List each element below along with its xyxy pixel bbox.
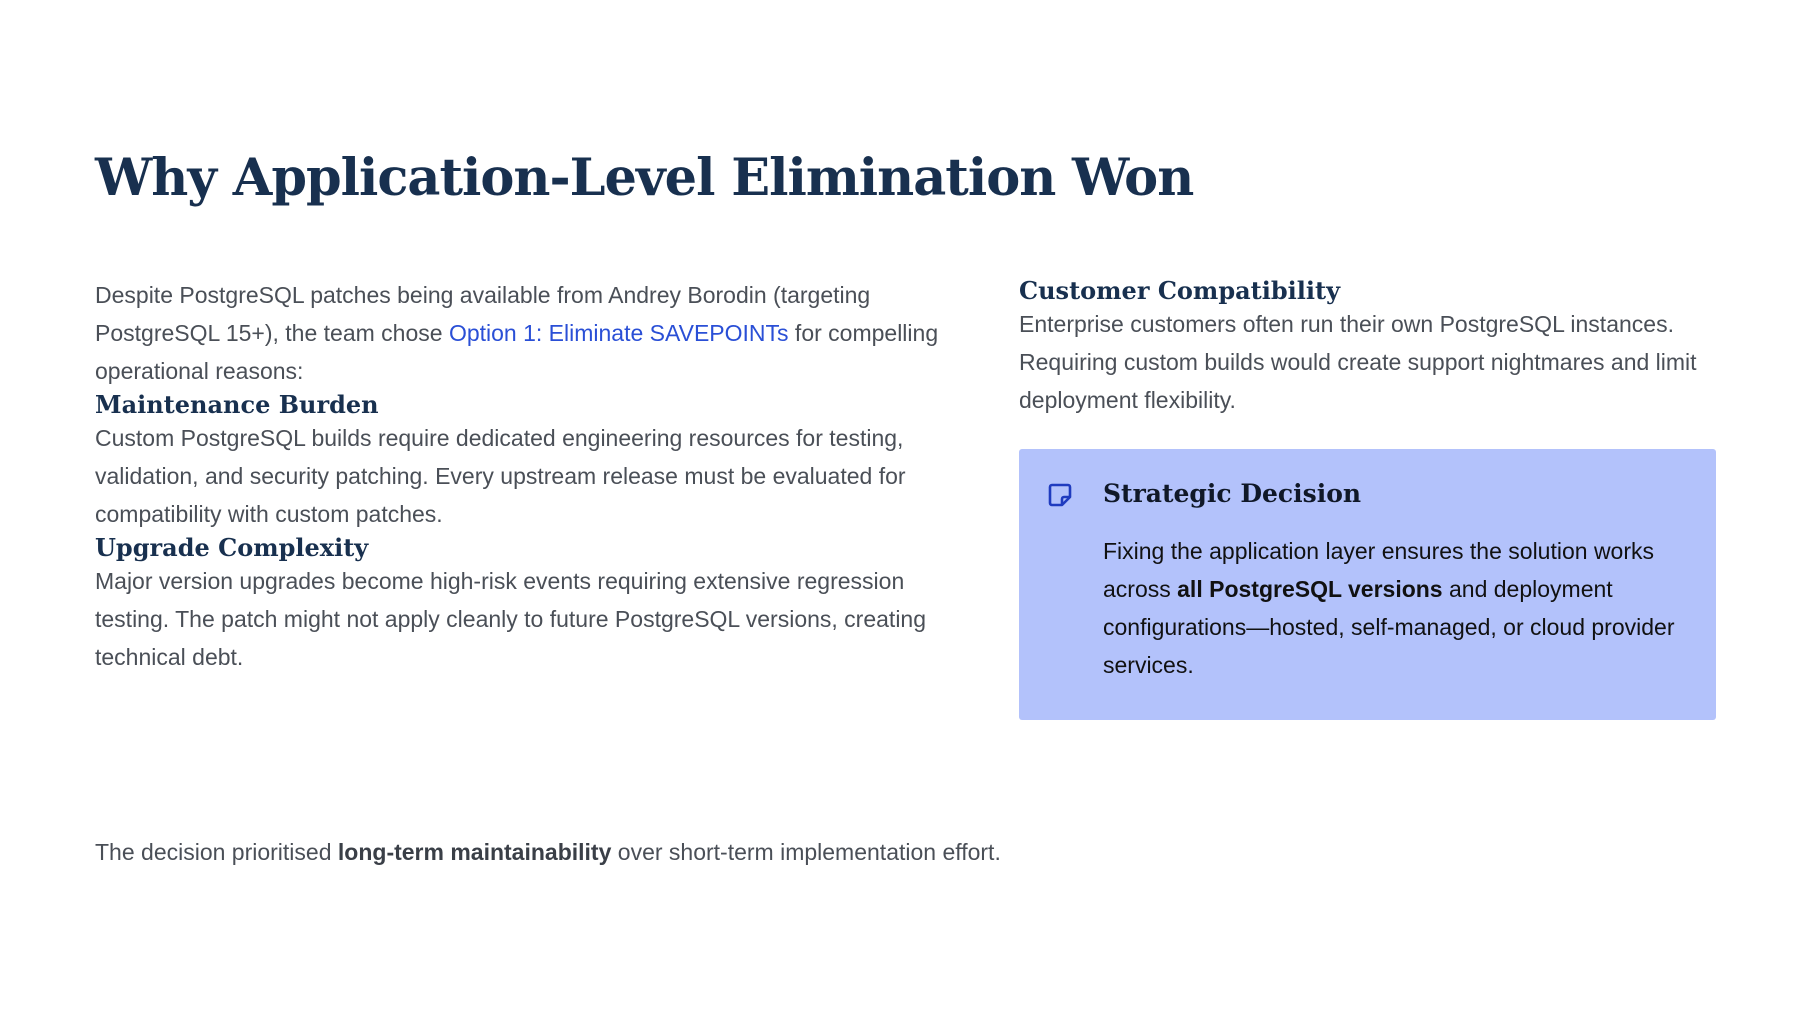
- left-column: [95, 276, 965, 676]
- intro-text-before: Despite PostgreSQL patches being available from Andrey Borodin (targeting PostgreSQL 15+), the team chose: [95, 282, 871, 346]
- customer-compatibility-body: Enterprise customers often run their own PostgreSQL instances. Requiring custom builds would create support nightmares and limit deployment flexibility.: [1019, 311, 1697, 413]
- callout-text: [1103, 532, 1692, 684]
- footer-text-after: over short-term implementation effort.: [611, 839, 1001, 865]
- footer-summary: [95, 833, 1001, 871]
- callout-text-after: and deployment configurations—hosted, self-managed, or cloud provider services.: [1103, 576, 1675, 678]
- callout-text-before: Fixing the application layer ensures the solution works across: [1103, 538, 1655, 602]
- maintenance-burden-body: Custom PostgreSQL builds require dedicated engineering resources for testing, validation, and security patching. Every upstream release must be evaluated for compatibility with custom patches.: [95, 425, 906, 527]
- note-icon: [1047, 482, 1073, 508]
- page-title: Why Application-Level Elimination Won: [95, 148, 1194, 208]
- intro-paragraph: [95, 276, 965, 390]
- intro-text-after: for compelling operational reasons:: [95, 320, 939, 384]
- right-column: [1019, 276, 1716, 720]
- upgrade-complexity-body: Major version upgrades become high-risk events requiring extensive regression testing. The patch might not apply cleanly to future PostgreSQL versions, creating technical debt.: [95, 568, 927, 670]
- upgrade-complexity-heading: Upgrade Complexity: [95, 533, 369, 562]
- callout-bold-text: all PostgreSQL versions: [1177, 576, 1443, 602]
- footer-text-before: The decision prioritised: [95, 839, 338, 865]
- customer-compatibility-heading: Customer Compatibility: [1019, 276, 1341, 305]
- option-1-link[interactable]: Option 1: Eliminate SAVEPOINTs: [448, 320, 789, 346]
- strategic-decision-callout: [1019, 449, 1716, 720]
- maintenance-burden-heading: Maintenance Burden: [95, 390, 379, 419]
- footer-bold-text: long-term maintainability: [337, 839, 612, 865]
- callout-title: Strategic Decision: [1103, 479, 1362, 508]
